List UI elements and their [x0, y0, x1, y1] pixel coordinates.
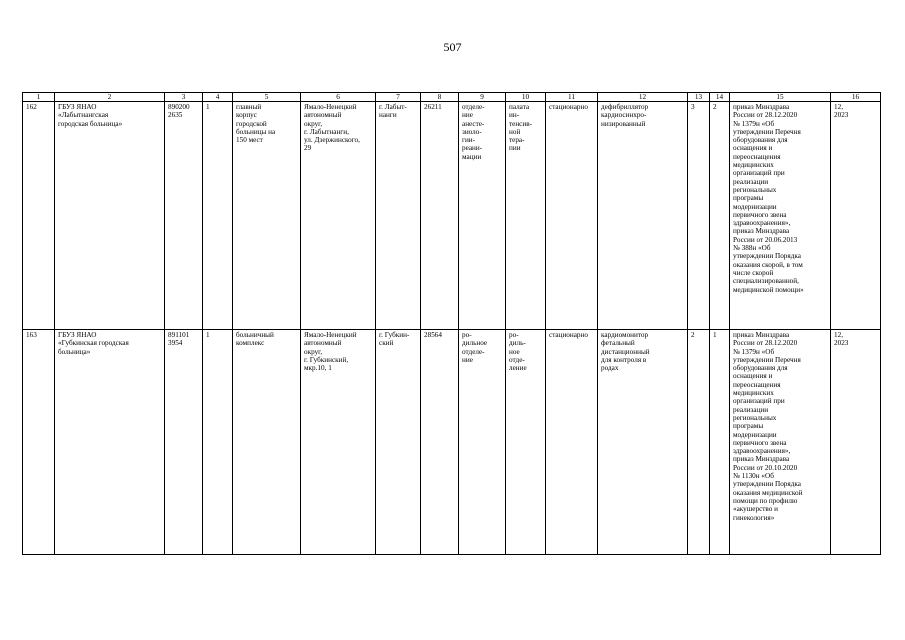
column-number-16: 16: [831, 93, 881, 102]
cell-line: отде-: [509, 355, 525, 364]
cell-line: пии: [509, 144, 521, 153]
oktmo-cell: [421, 330, 459, 555]
address-cell: [301, 330, 376, 555]
oktmo-cell: [421, 102, 459, 330]
cell-line: России от 20.10.2020: [733, 463, 798, 472]
cell-line: больницы на: [236, 127, 276, 136]
department-cell: [459, 102, 506, 330]
cell-line: России от 28.12.2020: [733, 339, 798, 348]
cell-line: первичного звена: [733, 438, 787, 447]
cell-line: мкр.10, 1: [304, 364, 332, 373]
organization-cell: [55, 330, 165, 555]
cell-line: низированный: [601, 119, 646, 128]
cell-line: тера-: [509, 136, 525, 145]
cell-line: фетальный: [601, 339, 635, 348]
cell-line: 163: [26, 331, 37, 339]
cell-line: переоснащения: [733, 152, 781, 161]
cell-line: реализации: [733, 405, 769, 414]
page-number: 507: [443, 40, 462, 54]
cell-line: «Лабытнангская: [58, 111, 109, 120]
cell-line: реани-: [462, 144, 483, 153]
header-row: [23, 93, 881, 102]
cell-line: гии-: [462, 136, 476, 145]
cell-line: 150 мест: [236, 136, 263, 145]
cell-line: ние: [462, 355, 473, 364]
cell-line: городской: [236, 119, 267, 128]
cell-line: медицинской помощи»: [733, 285, 804, 294]
cell-line: г. Лабыт-: [379, 103, 407, 111]
cell-line: отделе-: [462, 103, 485, 111]
cell-line: больничный: [236, 331, 274, 339]
cell-line: ной: [509, 127, 521, 136]
regulation-cell: [730, 102, 831, 330]
cell-line: г. Губкин-: [379, 331, 410, 339]
column-number-6: 6: [301, 93, 376, 102]
cell-line: организаций при: [733, 397, 785, 406]
cell-line: региональных: [733, 413, 777, 422]
equipment-cell: [598, 102, 688, 330]
cell-line: для контроля в: [601, 355, 647, 364]
cell-line: медицинских: [733, 161, 774, 170]
cell-line: организаций при: [733, 169, 785, 178]
date-cell: [831, 330, 881, 555]
cell-line: 1: [206, 103, 210, 111]
cell-line: переоснащения: [733, 380, 781, 389]
column-number-10: 10: [506, 93, 546, 102]
cell-line: дефибриллятор: [601, 103, 649, 111]
column-number-5: 5: [233, 93, 301, 102]
cell-line: 29: [304, 144, 312, 153]
cell-line: № 388н «Об: [733, 244, 771, 253]
cell-line: автономный: [304, 339, 342, 348]
cell-line: тенсив-: [509, 119, 533, 128]
cell-line: утверждении Перечня: [733, 127, 801, 136]
cell-line: округ,: [304, 347, 323, 356]
equipment-cell: [598, 330, 688, 555]
column-number-3: 3: [165, 93, 203, 102]
cell-line: № 1379н «Об: [733, 347, 775, 356]
cell-line: 890200: [168, 103, 190, 111]
cell-line: России от 20.06.2013: [733, 235, 798, 244]
code-cell: [165, 102, 203, 330]
cell-line: 12,: [834, 331, 843, 339]
cell-line: стационарно: [549, 103, 588, 111]
cell-line: ние: [462, 111, 473, 120]
table-row: [23, 330, 881, 555]
cell-line: здравоохранения»,: [733, 219, 791, 228]
cell-line: родах: [601, 364, 619, 373]
cell-line: № 1379н «Об: [733, 119, 775, 128]
cell-line: здравоохранения»,: [733, 447, 791, 456]
cell-line: Ямало-Ненецкий: [304, 331, 357, 339]
column-number-1: 1: [23, 93, 55, 102]
cell-line: г. Губкинский,: [304, 355, 349, 364]
column-number-9: 9: [459, 93, 506, 102]
care-condition-cell: [546, 102, 598, 330]
cell-line: оказания медицинской: [733, 488, 803, 497]
quantity-cell: [710, 330, 730, 555]
department-cell: [459, 330, 506, 555]
cell-line: програмы: [733, 422, 764, 431]
cell-line: ро-: [509, 331, 519, 339]
cell-line: 12,: [834, 103, 843, 111]
cell-line: главный: [236, 103, 262, 111]
cell-line: ин-: [509, 111, 520, 120]
column-number-8: 8: [421, 93, 459, 102]
cell-line: стационарно: [549, 331, 588, 339]
cell-line: приказ Минздрава: [733, 455, 790, 464]
cell-line: 3954: [168, 339, 183, 348]
cell-line: Ямало-Ненецкий: [304, 103, 357, 111]
quantity-cell: [688, 102, 710, 330]
column-number-13: 13: [688, 93, 710, 102]
cell-line: больница»: [58, 347, 91, 356]
cell-line: оснащения и: [733, 372, 773, 381]
cell-line: ление: [509, 364, 527, 373]
quantity-cell: [710, 102, 730, 330]
cell-line: 2: [713, 103, 717, 111]
cell-line: кардиосинхро-: [601, 111, 647, 120]
cell-line: ро-: [462, 331, 472, 339]
care-condition-cell: [546, 330, 598, 555]
date-cell: [831, 102, 881, 330]
cell-line: ное: [509, 347, 520, 356]
cell-line: приказ Минздрава: [733, 331, 790, 339]
count-cell: [203, 102, 233, 330]
row-index-cell: [23, 330, 55, 555]
cell-line: модернизации: [733, 430, 777, 439]
cell-line: приказ Минздрава: [733, 227, 790, 236]
cell-line: програмы: [733, 194, 764, 203]
cell-line: числе скорой: [733, 268, 774, 277]
cell-line: дистанционный: [601, 347, 650, 356]
quantity-cell: [688, 330, 710, 555]
cell-line: комплекс: [236, 339, 265, 348]
cell-line: городская больница»: [58, 119, 123, 128]
organization-cell: [55, 102, 165, 330]
address-cell: [301, 102, 376, 330]
cell-line: 2023: [834, 339, 849, 348]
column-number-14: 14: [710, 93, 730, 102]
building-cell: [233, 330, 301, 555]
cell-line: 26211: [424, 103, 442, 111]
cell-line: 2023: [834, 111, 849, 120]
cell-line: «Губкинская городская: [58, 339, 129, 348]
column-number-2: 2: [55, 93, 165, 102]
table-row: [23, 102, 881, 330]
column-number-11: 11: [546, 93, 598, 102]
cell-line: «акушерство и: [733, 505, 778, 514]
cell-line: диль-: [509, 339, 526, 348]
cell-line: ский: [379, 339, 394, 348]
cell-line: первичного звена: [733, 210, 787, 219]
cell-line: реализации: [733, 177, 769, 186]
cell-line: медицинских: [733, 389, 774, 398]
cell-line: 891101: [168, 331, 190, 339]
cell-line: оказания скорой, в том: [733, 260, 803, 269]
cell-line: региональных: [733, 185, 777, 194]
regulation-cell: [730, 330, 831, 555]
cell-line: утверждении Порядка: [733, 252, 801, 261]
count-cell: [203, 330, 233, 555]
cell-line: округ,: [304, 119, 323, 128]
cell-line: приказ Минздрава: [733, 103, 790, 111]
cell-line: 2635: [168, 111, 183, 120]
cell-line: оснащения и: [733, 144, 773, 153]
cell-line: гинекология»: [733, 513, 775, 522]
city-cell: [376, 102, 421, 330]
cell-line: специализированной,: [733, 277, 799, 286]
cell-line: корпус: [236, 111, 257, 120]
cell-line: нанги: [379, 111, 397, 120]
city-cell: [376, 330, 421, 555]
cell-line: утверждении Перечня: [733, 355, 801, 364]
column-number-12: 12: [598, 93, 688, 102]
cell-line: зиоло-: [462, 127, 482, 136]
cell-line: 3: [691, 103, 695, 111]
cell-line: г. Лабытнанги,: [304, 127, 349, 136]
cell-line: автономный: [304, 111, 342, 120]
unit-cell: [506, 330, 546, 555]
cell-line: отделе-: [462, 347, 485, 356]
cell-line: ГБУЗ ЯНАО: [58, 331, 97, 339]
cell-line: ул. Дзержинского,: [304, 136, 360, 145]
cell-line: 28564: [424, 331, 442, 339]
cell-line: утверждении Порядка: [733, 480, 801, 489]
cell-line: № 1130н «Об: [733, 472, 774, 481]
cell-line: оборудования для: [733, 364, 788, 373]
column-number-7: 7: [376, 93, 421, 102]
cell-line: России от 28.12.2020: [733, 111, 798, 120]
cell-line: модернизации: [733, 202, 777, 211]
cell-line: дильное: [462, 339, 488, 348]
cell-line: 162: [26, 103, 37, 111]
column-number-15: 15: [730, 93, 831, 102]
unit-cell: [506, 102, 546, 330]
code-cell: [165, 330, 203, 555]
cell-line: 1: [206, 331, 210, 339]
cell-line: 1: [713, 331, 717, 339]
cell-line: ГБУЗ ЯНАО: [58, 103, 97, 111]
cell-line: помощи по профилю: [733, 496, 798, 505]
cell-line: анесте-: [462, 119, 485, 128]
cell-line: оборудования для: [733, 136, 788, 145]
row-index-cell: [23, 102, 55, 330]
equipment-table: [22, 92, 881, 555]
cell-line: кардиомонитор: [601, 331, 649, 339]
column-number-4: 4: [203, 93, 233, 102]
cell-line: палата: [509, 103, 530, 111]
building-cell: [233, 102, 301, 330]
cell-line: 2: [691, 331, 695, 339]
cell-line: мации: [462, 152, 482, 161]
